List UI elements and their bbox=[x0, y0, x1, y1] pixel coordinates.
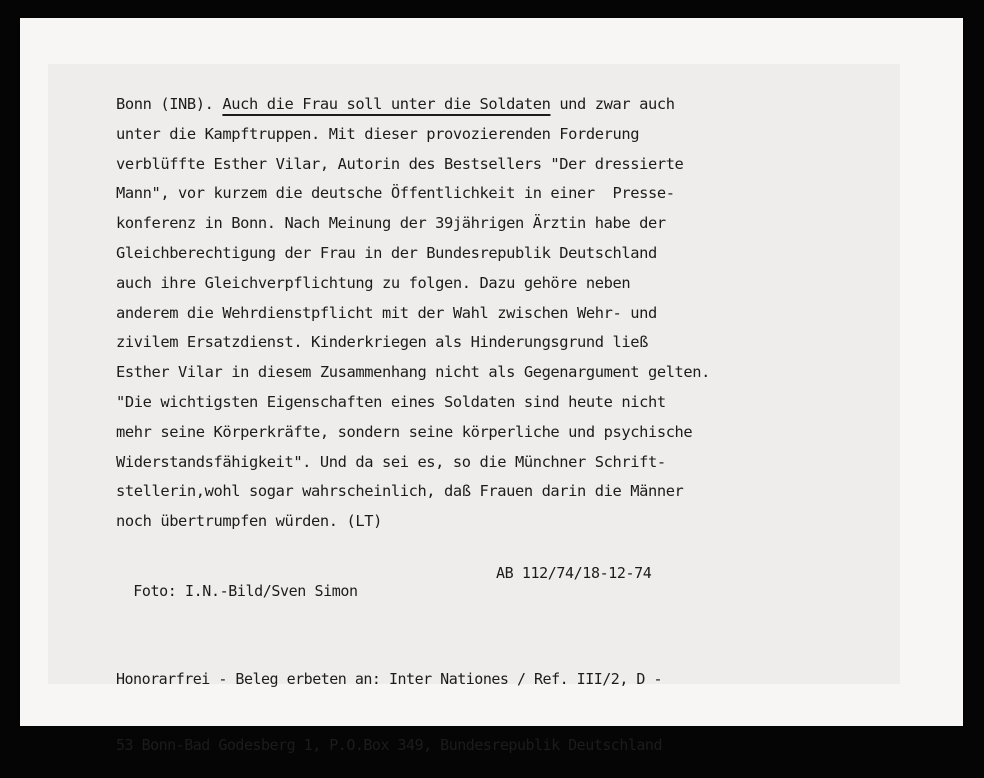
article-line: noch übertrumpfen würden. (LT) bbox=[116, 512, 382, 531]
article-line: stellerin,wohl sogar wahrscheinlich, daß Frauen darin die Männer bbox=[116, 482, 684, 501]
article-line: Gleichberechtigung der Frau in der Bundesrepublik Deutschland bbox=[116, 243, 657, 262]
footer-line: 53 Bonn-Bad Godesberg 1, P.O.Box 349, Bundesrepublik Deutschland bbox=[116, 736, 662, 754]
article-line: "Die wichtigsten Eigenschaften eines Soldaten sind heute nicht bbox=[116, 392, 666, 411]
first-line-suffix: und zwar auch bbox=[550, 95, 675, 113]
article-line: konferenz in Bonn. Nach Meinung der 39jährigen Ärztin habe der bbox=[116, 214, 666, 233]
article-line: auch ihre Gleichverpflichtung zu folgen. Dazu gehöre neben bbox=[116, 273, 631, 292]
credit-row bbox=[116, 564, 776, 618]
article-line: Mann", vor kurzem die deutsche Öffentlichkeit in einer Presse- bbox=[116, 184, 675, 203]
photo-credit: Foto: I.N.-Bild/Sven Simon bbox=[133, 582, 358, 600]
article-line: Widerstandsfähigkeit". Und da sei es, so die Münchner Schrift- bbox=[116, 452, 666, 471]
article-line: unter die Kampftruppen. Mit dieser provozierenden Forderung bbox=[116, 124, 640, 143]
footer-note bbox=[116, 624, 756, 778]
article-line bbox=[116, 90, 746, 120]
dateline: Bonn (INB). bbox=[116, 95, 223, 113]
article-line: mehr seine Körperkräfte, sondern seine körperliche und psychische bbox=[116, 422, 693, 441]
article-line: verblüffte Esther Vilar, Autorin des Bestsellers "Der dressierte bbox=[116, 154, 684, 173]
article-line: zivilem Ersatzdienst. Kinderkriegen als Hinderungsgrund ließ bbox=[116, 333, 648, 352]
article-line: Esther Vilar in diesem Zusammenhang nicht als Gegenargument gelten. bbox=[116, 363, 711, 382]
footer-line: Honorarfrei - Beleg erbeten an: Inter Nationes / Ref. III/2, D - bbox=[116, 670, 662, 688]
article-line: anderem die Wehrdienstpflicht mit der Wahl zwischen Wehr- und bbox=[116, 303, 657, 322]
article-text bbox=[116, 90, 746, 537]
headline: Auch die Frau soll unter die Soldaten bbox=[222, 95, 551, 113]
reference-number: AB 112/74/18-12-74 bbox=[496, 564, 652, 582]
